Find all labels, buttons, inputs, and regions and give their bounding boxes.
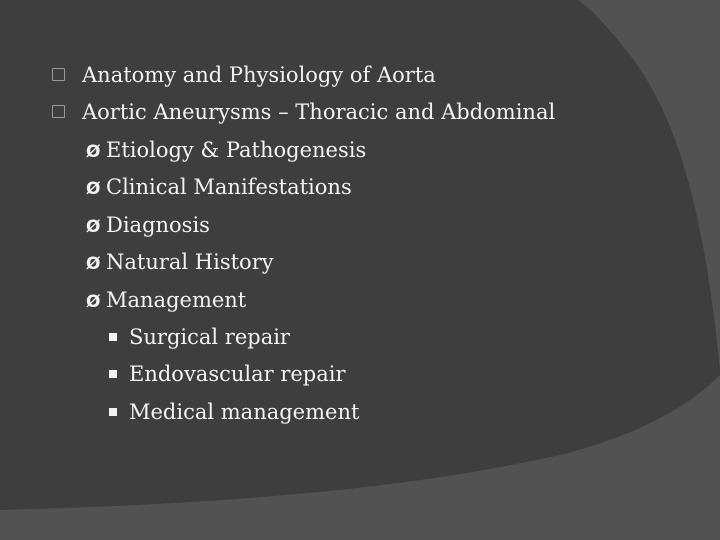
list-item	[86, 137, 366, 165]
list-item-text: Surgical repair	[129, 325, 290, 349]
square-bullet-icon	[109, 408, 117, 416]
list-item-text: Diagnosis	[106, 213, 210, 237]
list-item-text: Aortic Aneurysms – Thoracic and Abdominal	[82, 100, 556, 124]
list-item	[129, 361, 346, 387]
list-item	[129, 399, 359, 425]
list-item	[86, 287, 246, 315]
list-item	[86, 249, 274, 277]
bullet-box-icon	[52, 105, 65, 118]
list-item	[82, 62, 436, 88]
arrow-bullet-icon: Ø	[86, 254, 101, 274]
list-item-text: Natural History	[106, 250, 274, 274]
bullet-box-icon	[52, 68, 65, 81]
square-bullet-icon	[109, 370, 117, 378]
list-item-text: Anatomy and Physiology of Aorta	[82, 63, 436, 87]
square-bullet-icon	[109, 333, 117, 341]
arrow-bullet-icon: Ø	[86, 292, 101, 312]
list-item-text: Endovascular repair	[129, 362, 346, 386]
list-item	[82, 99, 555, 125]
arrow-bullet-icon: Ø	[86, 142, 101, 162]
list-item	[86, 174, 352, 202]
list-item-text: Clinical Manifestations	[106, 175, 352, 199]
arrow-bullet-icon: Ø	[86, 179, 101, 199]
list-item	[129, 324, 290, 350]
list-item-text: Medical management	[129, 400, 360, 424]
arrow-bullet-icon: Ø	[86, 217, 101, 237]
list-item	[86, 212, 210, 240]
list-item-text: Etiology & Pathogenesis	[106, 138, 367, 162]
list-item-text: Management	[106, 288, 247, 312]
